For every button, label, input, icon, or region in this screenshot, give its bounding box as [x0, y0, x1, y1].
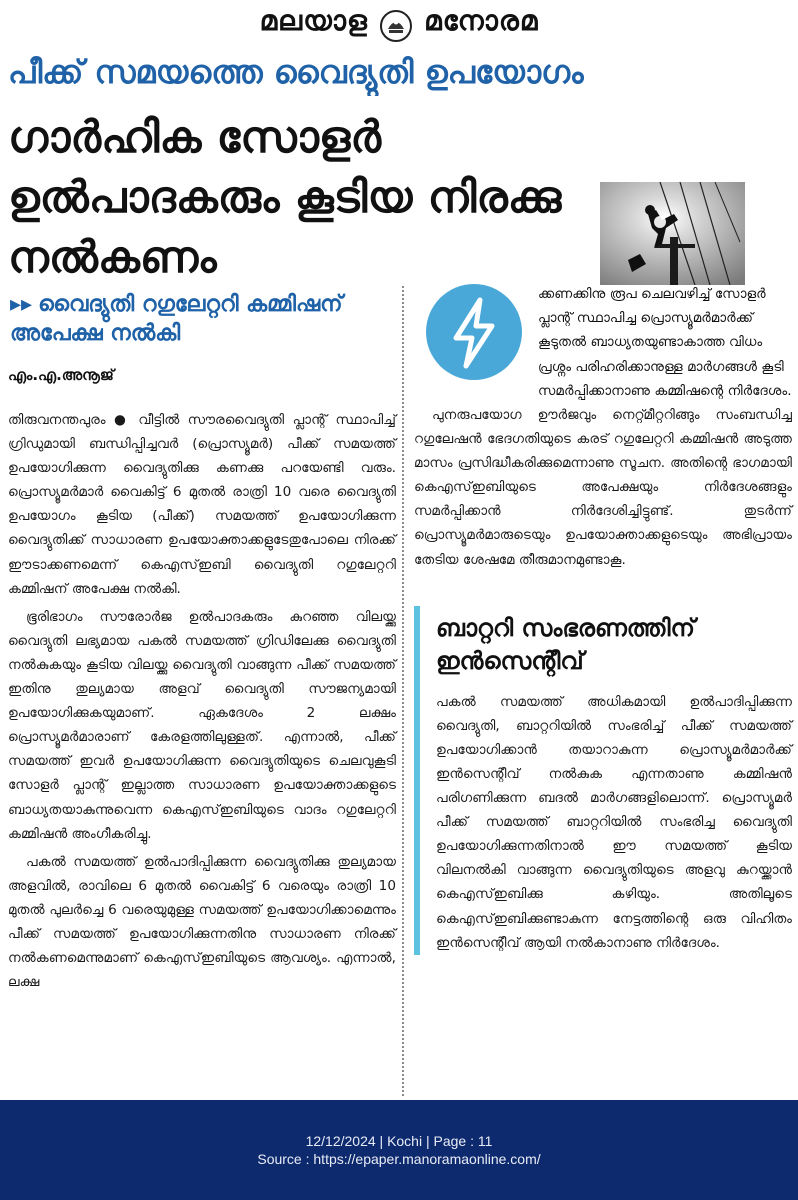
right-column	[414, 282, 792, 955]
sidebar-box	[414, 606, 792, 955]
footer-source-link[interactable]: Source : https://epaper.manoramaonline.com/	[257, 1151, 541, 1167]
subheadline	[8, 290, 396, 348]
manorama-emblem-icon	[379, 9, 413, 43]
main-headline: ഗാർഹിക സോളർ ഉൽപാദകരും കൂടിയ നിരക്കു നൽകണം	[8, 112, 562, 283]
footer-date-edition-page: 12/12/2024 | Kochi | Page : 11	[305, 1133, 493, 1149]
masthead	[0, 0, 798, 42]
left-column	[8, 290, 396, 994]
masthead-right-word: മനോരമ	[424, 4, 539, 37]
article-paragraph-2: ഭൂരിഭാഗം സൗരോർജ ഉൽപാദകരും കുറഞ്ഞ വിലയ്ക്കു വൈദ്യുതി ലഭ്യമായ പകൽ സമയത്ത് ഗ്രിഡിലേക്കു വൈദ്യുതി നൽകുകയും കൂടിയ വിലയ്ക്കു വൈദ്യുതി വാങ്ങുന്ന പീക്ക് സമയത്ത് ഇതിനു തുല്യമായ അളവ് വൈദ്യുതി സൗജന്യമായി ഉപയോഗിക്കുകയുമാണ്. ഏകദേശം 2 ലക്ഷം പ്രൊസ്യൂമർമാരാണ് കേരളത്തിലുള്ളത്. എന്നാൽ, പീക്ക് സമയത്ത് ഇവർ ഉപയോഗിക്കുന്ന വൈദ്യുതിയുടെ ചെലവുകൂടി സോളർ പ്ലാന്റ് ഇല്ലാത്ത സാധാരണ ഉപയോക്താക്കളുടെ ബാധ്യതയാകുന്നുവെന്ന കെഎസ്ഇബിയുടെ വാദം റഗുലേറ്ററി കമ്മിഷൻ അംഗീകരിച്ചു.	[8, 608, 396, 842]
lineman-on-pole-photo	[600, 182, 745, 285]
kicker-headline: പീക്ക് സമയത്തെ വൈദ്യുതി ഉപയോഗം	[8, 53, 584, 91]
lightning-bolt-icon	[424, 282, 524, 382]
epaper-footer	[0, 1100, 798, 1200]
article-paragraph-3: പകൽ സമയത്ത് ഉൽപാദിപ്പിക്കുന്ന വൈദ്യുതിക്കു തുല്യമായ അളവിൽ, രാവിലെ 6 മുതൽ വൈകിട്ട് 6 വരെയും രാത്രി 10 മുതൽ പുലർച്ചെ 6 വരെയുമുള്ള സമയത്ത് ഉപയോഗിക്കാമെന്നും പീക്ക് സമയത്ത് ഉപയോഗിക്കുന്നതിനു സാധാരണ നിരക്ക് നൽകണമെന്നുമാണ് കെഎസ്ഇബിയുടെ ആവശ്യം. എന്നാൽ, ലക്ഷ	[8, 853, 396, 991]
double-chevron-icon: ▸▸	[10, 292, 33, 317]
masthead-left-word: മലയാള	[259, 4, 368, 37]
sidebar-box-title: ബാറ്ററി സംഭരണത്തിന് ഇൻസെന്റീവ്	[436, 613, 695, 675]
article-paragraph-1: തിരുവനന്തപുരം ● വീട്ടിൽ സൗരവൈദ്യുതി പ്ലാന്റ് സ്ഥാപിച്ച് ഗ്രിഡുമായി ബന്ധിപ്പിച്ചവർ (പ്രൊസ്യൂമർ) പീക്ക് സമയത്ത് ഉപയോഗിക്കുന്ന വൈദ്യുതിക്കു കണക്കു പറയേണ്ടി വരും. പ്രൊസ്യൂമർമാർ വൈകിട്ട് 6 മുതൽ രാത്രി 10 വരെ വൈദ്യുതി ഉപയോഗം കൂടിയ (പീക്ക്) സമയത്ത് ഉപയോഗിക്കുന്ന വൈദ്യുതിക്ക് സാധാരണ ഉപയോക്താക്കളുടേതുപോലെ നിരക്ക് ഈടാക്കണമെന്ന് കെഎസ്ഇബി വൈദ്യുതി റഗുലേറ്ററി കമ്മിഷന് അപേക്ഷ നൽകി.	[8, 412, 396, 597]
byline: എം.എ.അനൂജ്	[8, 366, 114, 384]
subheadline-text: വൈദ്യുതി റഗുലേറ്ററി കമ്മിഷന് അപേക്ഷ നൽകി	[10, 292, 343, 346]
sidebar-box-text: പകൽ സമയത്ത് അധികമായി ഉൽപാദിപ്പിക്കുന്ന വൈദ്യുതി, ബാറ്ററിയിൽ സംഭരിച്ച് പീക്ക് സമയത്ത് ഉപയോഗിക്കാൻ തയാറാകുന്ന പ്രൊസ്യൂമർമാർക്ക് ഇൻസെന്റീവ് നൽകുക എന്നതാണു കമ്മിഷൻ പരിഗണിക്കുന്ന ബദൽ മാർഗങ്ങളിലൊന്ന്. പ്രൊസ്യൂമർ പീക്ക് സമയത്ത് ബാറ്ററിയിൽ സംഭരിച്ച വൈദ്യുതി ഉപയോഗിക്കുന്നതിനാൽ ഈ സമയത്ത് കൂടിയ വിലനൽകി വാങ്ങുന്ന വൈദ്യുതിയുടെ അളവു കുറയ്ക്കാൻ കെഎസ്ഇബിക്കു കഴിയും. അതിലൂടെ കെഎസ്ഇബിക്കുണ്ടാകുന്ന നേട്ടത്തിന്റെ ഒരു വിഹിതം ഇൻസെന്റീവ് ആയി നൽകാനാണു നിർദേശം.	[436, 693, 792, 951]
article-paragraph-5: പുനരുപയോഗ ഊർജവും നെറ്റ്മീറ്ററിങ്ങും സംബന്ധിച്ച റഗുലേഷൻ ഭേദഗതിയുടെ കരട് റഗുലേറ്ററി കമ്മിഷൻ അടുത്ത മാസം പ്രസിദ്ധീകരിക്കുമെന്നാണു സൂചന. അതിന്റെ ഭാഗമായി കെഎസ്ഇബിയുടെ അപേക്ഷയും നിർദേശങ്ങളും സമർപ്പിക്കാൻ നിർദേശിച്ചിട്ടുണ്ട്. തുടർന്ന് പ്രൊസ്യൂമർമാരുടെയും ഉപയോക്താക്കളുടെയും അഭിപ്രായം തേടിയ ശേഷമേ തീരുമാനമുണ്ടാകൂ.	[414, 407, 792, 568]
column-divider	[402, 286, 404, 1096]
article-paragraph-4: ക്കണക്കിനു രൂപ ചെലവഴിച്ച് സോളർ പ്ലാന്റ് സ്ഥാപിച്ച പ്രൊസ്യൂമർമാർക്ക് കൂടുതൽ ബാധ്യതയുണ്ടാകാത്ത വിധം പ്രശ്നം പരിഹരിക്കാനുള്ള മാർഗങ്ങൾ കൂടി സമർപ്പിക്കാനാണു കമ്മിഷന്റെ നിർദേശം.	[538, 286, 792, 399]
